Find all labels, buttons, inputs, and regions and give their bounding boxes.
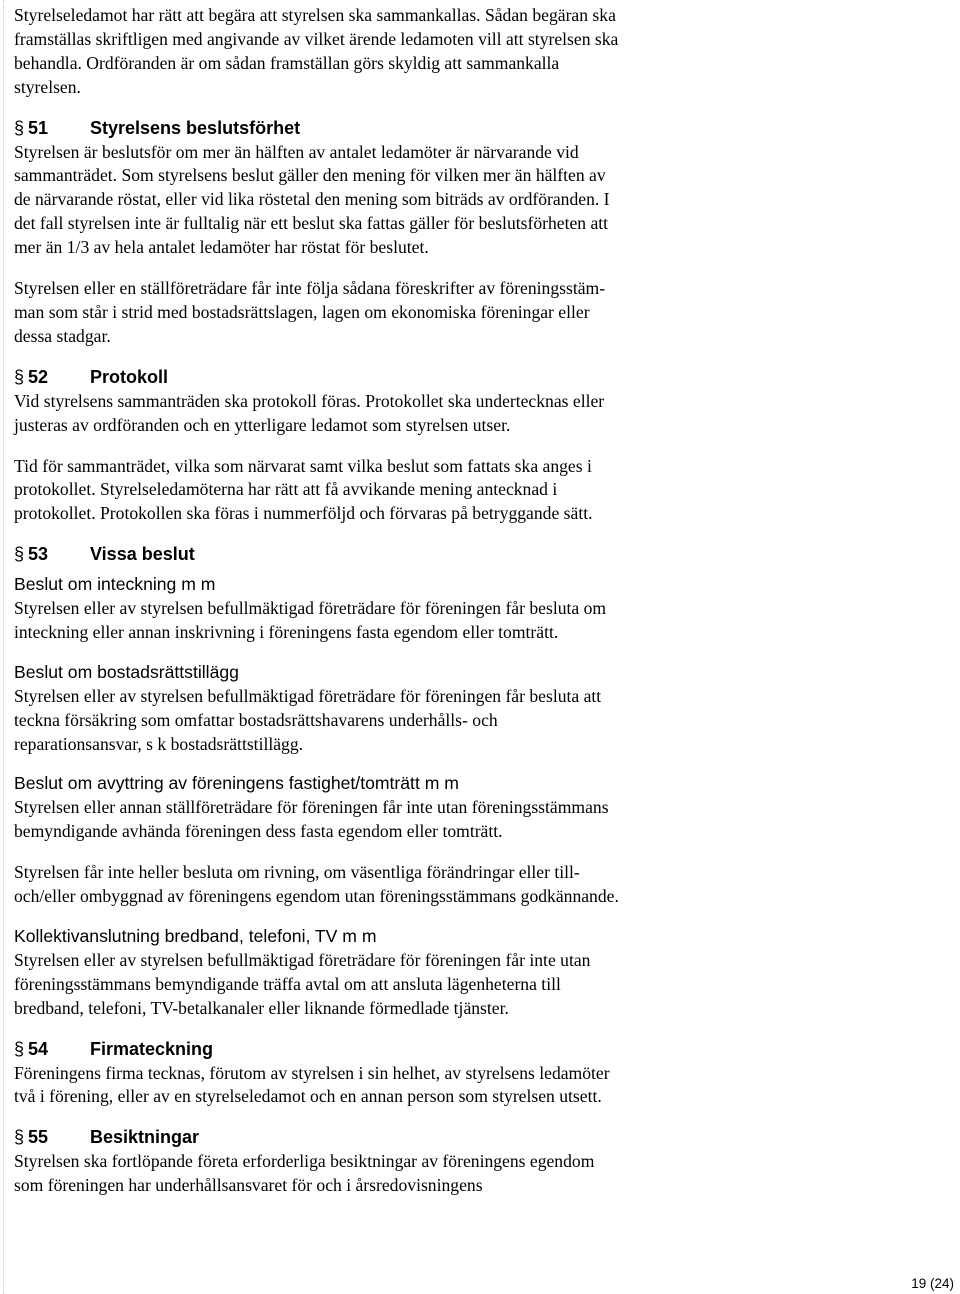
text-line: mer än 1/3 av hela antalet ledamöter har röstat för beslutet. bbox=[14, 237, 429, 258]
text-line: protokollet. Styrelseledamöterna har rätt att få avvikande mening antecknad i bbox=[14, 479, 558, 500]
paragraph bbox=[14, 861, 724, 909]
text-line: och/eller ombyggnad av föreningens egendom utan föreningsstämmans godkännande. bbox=[14, 886, 619, 907]
text-line: teckna försäkring som omfattar bostadsrättshavarens underhålls- och bbox=[14, 709, 498, 730]
text-line: Styrelsen eller annan ställföreträdare för föreningen får inte utan föreningsstämmans bbox=[14, 797, 609, 818]
text-line: Styrelsen eller av styrelsen befullmäktigad företrädare för föreningen får inte utan bbox=[14, 949, 591, 970]
section-heading bbox=[14, 1126, 724, 1150]
paragraph bbox=[14, 277, 724, 349]
text-line: det fall styrelsen inte är fulltalig när ett beslut ska fattas gäller för beslutsförheten att bbox=[14, 213, 609, 234]
paragraph bbox=[14, 390, 724, 438]
section-53 bbox=[14, 543, 724, 1020]
sections bbox=[14, 117, 724, 1198]
paragraph bbox=[14, 685, 724, 757]
paragraph bbox=[14, 1062, 724, 1110]
text-line: Styrelseledamot har rätt att begära att styrelsen ska sammankallas. Sådan begäran ska bbox=[14, 5, 616, 25]
section-sign: § bbox=[14, 1038, 25, 1059]
section-51 bbox=[14, 117, 724, 349]
paragraph bbox=[14, 949, 724, 1021]
text-line: Styrelsen får inte heller besluta om rivning, om väsentliga förändringar eller till- bbox=[14, 862, 580, 883]
text-line: bredband, telefoni, TV-betalkanaler eller liknande förmedlade tjänster. bbox=[14, 997, 509, 1018]
section-title: Styrelsens beslutsförhet bbox=[90, 117, 301, 138]
text-line: Styrelsen är beslutsför om mer än hälften av antalet ledamöter är närvarande vid bbox=[14, 141, 579, 162]
text-line: två i förening, eller av en styrelseledamot och en annan person som styrelsen utsett. bbox=[14, 1086, 602, 1107]
text-line: framställas skriftligen med angivande av vilket ärende ledamoten vill att styrelsen ska bbox=[14, 28, 619, 49]
section-sign: § bbox=[14, 366, 25, 387]
text-line: styrelsen. bbox=[14, 76, 81, 97]
section-sign: § bbox=[14, 544, 25, 565]
section-number: 51 bbox=[28, 117, 49, 138]
section-sign: § bbox=[14, 117, 25, 138]
section-heading bbox=[14, 543, 724, 567]
text-line: Styrelsen eller av styrelsen befullmäktigad företrädare för föreningen får besluta att bbox=[14, 685, 602, 706]
section-title: Vissa beslut bbox=[90, 544, 195, 565]
text-line: protokollet. Protokollen ska föras i nummerföljd och förvaras på betryggande sätt. bbox=[14, 503, 593, 524]
section-title: Protokoll bbox=[90, 366, 169, 387]
paragraph bbox=[14, 796, 724, 844]
page-number: 19 (24) bbox=[911, 1276, 954, 1291]
paragraph bbox=[14, 141, 724, 261]
text-line: Föreningens firma tecknas, förutom av styrelsen i sin helhet, av styrelsens ledamöter bbox=[14, 1062, 610, 1083]
section-heading bbox=[14, 117, 724, 141]
paragraph bbox=[14, 455, 724, 527]
text-line: bemyndigande avhända föreningen dess fasta egendom eller tomträtt. bbox=[14, 821, 503, 842]
text-line: Vid styrelsens sammanträden ska protokoll föras. Protokollet ska undertecknas eller bbox=[14, 390, 605, 411]
margin-guide bbox=[3, 0, 4, 1294]
text-line: behandla. Ordföranden är om sådan framställan görs skyldig att sammankalla bbox=[14, 52, 560, 73]
text-line: reparationsansvar, s k bostadsrättstillägg. bbox=[14, 733, 304, 754]
subsection-heading: Beslut om avyttring av föreningens fastighet/tomträtt m m bbox=[14, 773, 459, 794]
text-line: Styrelsen eller en ställföreträdare får inte följa sådana föreskrifter av föreningsstäm- bbox=[14, 278, 606, 299]
text-line: föreningsstämmans bemyndigande träffa avtal om att ansluta lägenheterna till bbox=[14, 973, 561, 994]
section-number: 54 bbox=[28, 1038, 49, 1059]
text-line: dessa stadgar. bbox=[14, 325, 111, 346]
section-number: 55 bbox=[28, 1127, 49, 1148]
text-line: justeras av ordföranden och en ytterligare ledamot som styrelsen utser. bbox=[14, 414, 511, 435]
text-line: man som står i strid med bostadsrättslagen, lagen om ekonomiska föreningar eller bbox=[14, 301, 590, 322]
text-line: sammanträdet. Som styrelsens beslut gäller den mening för vilken mer än hälften av bbox=[14, 165, 606, 186]
text-line: de närvarande röstat, eller vid lika röstetal den mening som biträds av ordföranden. I bbox=[14, 189, 610, 210]
subsection-heading: Beslut om bostadsrättstillägg bbox=[14, 661, 239, 682]
intro-paragraph bbox=[14, 4, 724, 100]
text-line: inteckning eller annan inskrivning i föreningens fasta egendom eller tomträtt. bbox=[14, 621, 559, 642]
section-title: Besiktningar bbox=[90, 1127, 200, 1148]
section-heading bbox=[14, 366, 724, 390]
section-title: Firmateckning bbox=[90, 1038, 214, 1059]
subsection-heading: Kollektivanslutning bredband, telefoni, TV m m bbox=[14, 926, 377, 946]
section-sign: § bbox=[14, 1127, 25, 1148]
section-54 bbox=[14, 1038, 724, 1110]
paragraph bbox=[14, 1150, 724, 1198]
text-line: Styrelsen eller av styrelsen befullmäktigad företrädare för föreningen får besluta om bbox=[14, 598, 607, 619]
section-number: 52 bbox=[28, 366, 49, 387]
document-body bbox=[14, 4, 724, 1198]
section-52 bbox=[14, 366, 724, 526]
section-55 bbox=[14, 1126, 724, 1198]
text-line: Styrelsen ska fortlöpande företa erforderliga besiktningar av föreningens egendom bbox=[14, 1151, 595, 1172]
section-number: 53 bbox=[28, 544, 49, 565]
text-line: Tid för sammanträdet, vilka som närvarat samt vilka beslut som fattats ska anges i bbox=[14, 455, 592, 476]
paragraph bbox=[14, 597, 724, 645]
section-heading bbox=[14, 1038, 724, 1062]
subsection-heading: Beslut om inteckning m m bbox=[14, 574, 216, 595]
text-line: som föreningen har underhållsansvaret för och i årsredovisningens bbox=[14, 1175, 483, 1196]
